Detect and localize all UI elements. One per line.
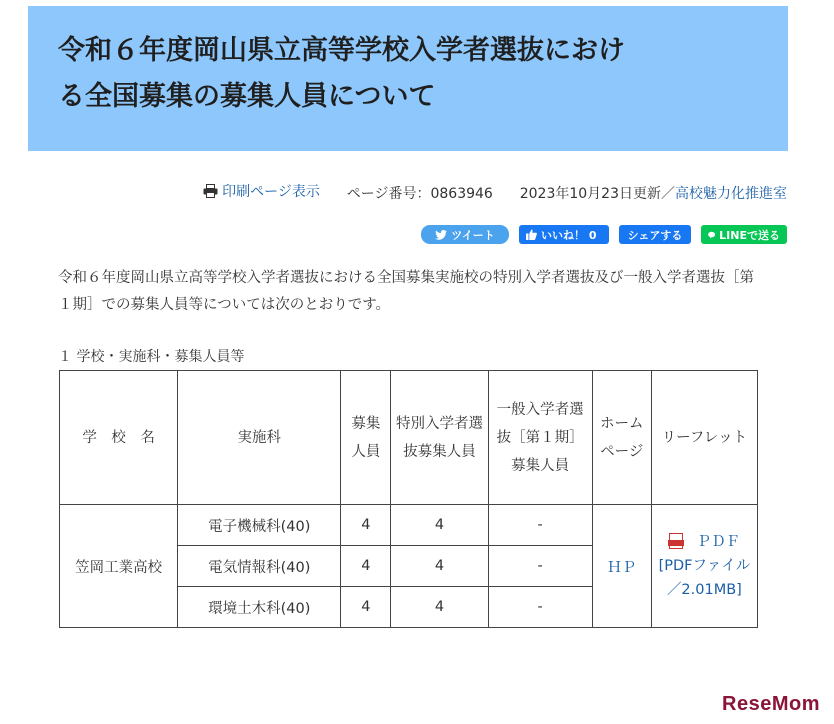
- header-quota: 募集人員: [341, 371, 391, 505]
- twitter-bird-icon: [435, 230, 447, 240]
- quota-cell: 4: [341, 587, 391, 628]
- header-school: 学 校 名: [60, 371, 178, 505]
- header-department: 実施科: [178, 371, 341, 505]
- school-name-cell: 笠岡工業高校: [60, 505, 178, 628]
- updated-date: 2023年10月23日更新／: [519, 186, 675, 202]
- thumbs-up-icon: [526, 229, 537, 240]
- recruitment-table: [59, 370, 758, 628]
- special-cell: 4: [391, 546, 488, 587]
- print-page-link[interactable]: 印刷ページ表示: [203, 181, 320, 201]
- pdf-icon: [669, 533, 683, 549]
- share-buttons: [421, 225, 787, 244]
- special-cell: 4: [391, 505, 488, 546]
- page-number: ページ番号：0863946: [346, 186, 493, 202]
- table-header-row: [60, 371, 758, 505]
- section-heading: １ 学校・実施科・募集人員等: [58, 349, 245, 365]
- line-logo-icon: [708, 229, 715, 241]
- quota-cell: 4: [341, 546, 391, 587]
- facebook-like-button[interactable]: いいね！ 0: [519, 225, 609, 244]
- pdf-file-info[interactable]: [PDFファイル／2.01MB]: [658, 558, 751, 598]
- tweet-button[interactable]: ツイート: [421, 225, 509, 244]
- page-title-banner: [28, 6, 788, 151]
- header-general-selection: 一般入学者選抜［第１期］募集人員: [488, 371, 592, 505]
- resemom-watermark-logo: ReseMom: [722, 693, 820, 715]
- department-cell: 環境土木科(40): [178, 587, 341, 628]
- header-special-selection: 特別入学者選抜募集人員: [391, 371, 488, 505]
- department-link[interactable]: 高校魅力化推進室: [675, 186, 787, 202]
- general-cell: -: [488, 546, 592, 587]
- special-cell: 4: [391, 587, 488, 628]
- intro-paragraph: 令和６年度岡山県立高等学校入学者選抜における全国募集実施校の特別入学者選抜及び一般入学者選抜［第１期］での募集人員等については次のとおりです。: [58, 270, 754, 313]
- homepage-link[interactable]: ＨＰ: [592, 505, 651, 628]
- header-leaflet: リーフレット: [651, 371, 757, 505]
- department-cell: 電気情報科(40): [178, 546, 341, 587]
- general-cell: -: [488, 505, 592, 546]
- printer-icon: [203, 184, 218, 198]
- leaflet-pdf-link[interactable]: ＰＤＦ [PDFファイル／2.01MB]: [651, 505, 757, 628]
- page-title: 令和６年度岡山県立高等学校入学者選抜におけ る全国募集の募集人員について: [58, 35, 625, 112]
- line-share-button[interactable]: LINEで送る: [701, 225, 787, 244]
- header-homepage: ホームページ: [592, 371, 651, 505]
- table-row: [60, 505, 758, 546]
- facebook-share-button[interactable]: シェアする: [619, 225, 691, 244]
- department-cell: 電子機械科(40): [178, 505, 341, 546]
- page-meta: [0, 181, 787, 203]
- quota-cell: 4: [341, 505, 391, 546]
- general-cell: -: [488, 587, 592, 628]
